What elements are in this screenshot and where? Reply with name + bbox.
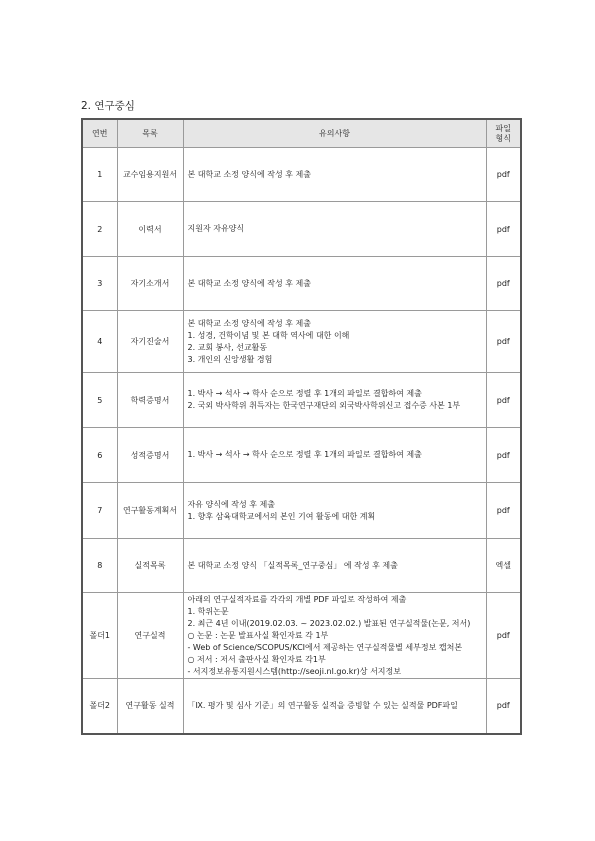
- table-row: [82, 593, 521, 679]
- note-line: 본 대학교 소정 양식에 작성 후 제출: [187, 169, 311, 179]
- row-document-name: 자기소개서: [117, 257, 183, 311]
- table-row: [82, 148, 521, 202]
- note-line: 3. 개인의 신앙생활 경험: [187, 354, 273, 364]
- section-title: 2. 연구중심: [81, 100, 135, 112]
- note-line: 아래의 연구실적자료를 각각의 개별 PDF 파일로 작성하여 제출: [187, 594, 407, 604]
- row-file-format: pdf: [486, 148, 521, 202]
- row-number: 폴더1: [82, 593, 117, 679]
- row-number: 6: [82, 428, 117, 483]
- note-line: 2. 교회 봉사, 선교활동: [187, 342, 268, 352]
- note-line: - 서지정보유통지원시스템(http://seoji.nl.go.kr)상 서지정보: [187, 666, 401, 676]
- table-row: [82, 539, 521, 593]
- row-number: 3: [82, 257, 117, 311]
- row-document-name: 자기진술서: [117, 311, 183, 373]
- note-line: 「Ⅸ. 평가 및 심사 기준」의 연구활동 실적을 증빙할 수 있는 실적물 PDF파일: [187, 700, 458, 710]
- row-document-name: 연구활동계획서: [117, 483, 183, 539]
- table-header-row: [82, 119, 521, 148]
- header-desc: 유의사항: [183, 119, 486, 148]
- note-line: 1. 박사 → 석사 → 학사 순으로 정렬 후 1개의 파일로 결합하여 제출: [187, 389, 422, 398]
- header-format-line1: 파일: [495, 123, 511, 133]
- header-format: [486, 119, 521, 148]
- table-row: [82, 428, 521, 483]
- note-line: 본 대학교 소정 양식에 작성 후 제출: [187, 278, 311, 288]
- row-notes: [183, 428, 486, 483]
- row-file-format: pdf: [486, 679, 521, 734]
- row-notes: [183, 148, 486, 202]
- row-number: 1: [82, 148, 117, 202]
- row-file-format: pdf: [486, 311, 521, 373]
- row-notes: [183, 202, 486, 257]
- row-notes: [183, 483, 486, 539]
- note-line: 1. 향후 삼육대학교에서의 본인 기여 활동에 대한 계획: [187, 511, 376, 521]
- note-line: 자유 양식에 작성 후 제출: [187, 499, 275, 509]
- row-document-name: 학력증명서: [117, 373, 183, 428]
- row-number: 폴더2: [82, 679, 117, 734]
- table-row: [82, 679, 521, 734]
- note-line: 지원자 자유양식: [187, 224, 245, 233]
- row-file-format: pdf: [486, 202, 521, 257]
- row-number: 5: [82, 373, 117, 428]
- row-document-name: 실적목록: [117, 539, 183, 593]
- header-name: 목록: [117, 119, 183, 148]
- row-number: 8: [82, 539, 117, 593]
- row-notes: [183, 311, 486, 373]
- table-row: [82, 311, 521, 373]
- row-document-name: 연구실적: [117, 593, 183, 679]
- row-file-format: pdf: [486, 428, 521, 483]
- table-row: [82, 373, 521, 428]
- document-table: [81, 118, 522, 735]
- row-notes: [183, 257, 486, 311]
- table-row: [82, 483, 521, 539]
- header-no: 연번: [82, 119, 117, 148]
- row-notes: [183, 539, 486, 593]
- note-line: 2. 최근 4년 이내(2019.02.03. ~ 2023.02.02.) 발표된 연구실적물(논문, 저서): [187, 618, 471, 628]
- row-file-format: pdf: [486, 483, 521, 539]
- row-document-name: 이력서: [117, 202, 183, 257]
- row-document-name: 교수임용지원서: [117, 148, 183, 202]
- row-document-name: 성적증명서: [117, 428, 183, 483]
- row-number: 2: [82, 202, 117, 257]
- row-file-format: pdf: [486, 373, 521, 428]
- row-number: 4: [82, 311, 117, 373]
- row-document-name: 연구활동 실적: [117, 679, 183, 734]
- note-line: ○ 논문 : 논문 발표사실 확인자료 각 1부: [187, 630, 329, 640]
- table-row: [82, 257, 521, 311]
- note-line: 1. 학위논문: [187, 606, 229, 616]
- row-number: 7: [82, 483, 117, 539]
- row-file-format: pdf: [486, 257, 521, 311]
- note-line: 1. 박사 → 석사 → 학사 순으로 정렬 후 1개의 파일로 결합하여 제출: [187, 450, 422, 459]
- row-file-format: 엑셀: [486, 539, 521, 593]
- table-row: [82, 202, 521, 257]
- row-notes: [183, 593, 486, 679]
- row-file-format: pdf: [486, 593, 521, 679]
- note-line: 2. 국외 박사학위 취득자는 한국연구재단의 외국박사학위신고 접수증 사본 1부: [187, 401, 461, 410]
- row-notes: [183, 373, 486, 428]
- row-notes: [183, 679, 486, 734]
- header-format-line2: 형식: [495, 133, 511, 143]
- note-line: 본 대학교 소정 양식 「실적목록_연구중심」 에 작성 후 제출: [187, 560, 398, 570]
- note-line: 본 대학교 소정 양식에 작성 후 제출: [187, 318, 311, 328]
- note-line: - Web of Science/SCOPUS/KCI에서 제공하는 연구실적물별 세부정보 캡처본: [187, 642, 463, 652]
- note-line: ○ 저서 : 저서 출판사실 확인자료 각1부: [187, 654, 326, 664]
- note-line: 1. 성경, 건학이념 및 본 대학 역사에 대한 이해: [187, 330, 350, 340]
